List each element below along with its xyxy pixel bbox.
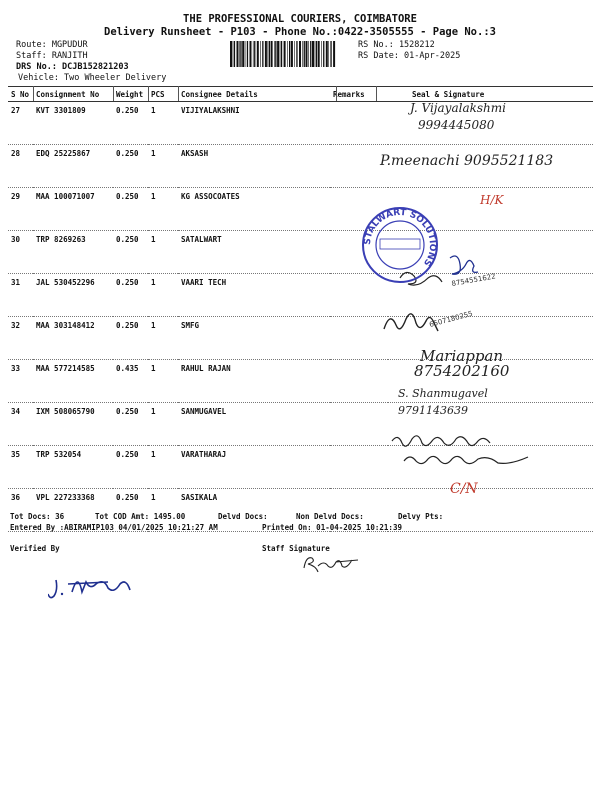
cell-remarks bbox=[330, 446, 388, 489]
cell-remarks bbox=[330, 403, 388, 446]
cell-consignment: TRP 532054 bbox=[33, 446, 113, 489]
handwriting-r33-phone: 8754202160 bbox=[414, 362, 510, 380]
cell-sno: 36 bbox=[8, 489, 33, 532]
col-consignee: Consignee Details bbox=[178, 87, 330, 102]
printed-on: Printed On: 01-04-2025 10:21:39 bbox=[262, 523, 402, 532]
col-sno: S No bbox=[8, 87, 33, 102]
table-row bbox=[8, 231, 593, 274]
cell-pcs: 1 bbox=[148, 489, 178, 532]
column-divider bbox=[178, 86, 179, 101]
cell-sno: 28 bbox=[8, 145, 33, 188]
cell-pcs: 1 bbox=[148, 188, 178, 231]
cell-sno: 31 bbox=[8, 274, 33, 317]
cell-consignment: EDQ 25225867 bbox=[33, 145, 113, 188]
cell-signature bbox=[388, 489, 593, 532]
entered-by: Entered By :ABIRAMIP103 04/01/2025 10:21:27 AM bbox=[10, 523, 218, 532]
svg-text:6507180255: 6507180255 bbox=[428, 309, 474, 329]
cell-consignment: TRP 8269263 bbox=[33, 231, 113, 274]
handwriting-r34-name: S. Shanmugavel bbox=[398, 387, 488, 400]
cell-weight: 0.250 bbox=[113, 102, 148, 145]
cell-pcs: 1 bbox=[148, 102, 178, 145]
cell-weight: 0.250 bbox=[113, 317, 148, 360]
cell-weight: 0.250 bbox=[113, 489, 148, 532]
cell-consignee: AKSASH bbox=[178, 145, 330, 188]
cell-sno: 30 bbox=[8, 231, 33, 274]
signature-r35 bbox=[388, 425, 578, 469]
verified-by-label: Verified By bbox=[10, 544, 60, 553]
col-seal-signature: Seal & Signature bbox=[388, 87, 593, 102]
drs-number: DRS No.: DCJB152821203 bbox=[16, 62, 129, 72]
cell-consignee: SANMUGAVEL bbox=[178, 403, 330, 446]
cell-consignee: RAHUL RAJAN bbox=[178, 360, 330, 403]
handwriting-r28: P.meenachi 9095521183 bbox=[380, 153, 554, 169]
route-label: Route: MGPUDUR bbox=[16, 40, 88, 50]
cell-pcs: 1 bbox=[148, 145, 178, 188]
cell-weight: 0.435 bbox=[113, 360, 148, 403]
col-remarks: Remarks bbox=[330, 87, 388, 102]
signature-r32 bbox=[380, 305, 500, 343]
handwriting-r36-mark: C/N bbox=[450, 481, 478, 497]
cell-consignee: KG ASSOCOATES bbox=[178, 188, 330, 231]
cell-consignment: IXM 508065790 bbox=[33, 403, 113, 446]
cell-consignee: VAARI TECH bbox=[178, 274, 330, 317]
cell-consignment: JAL 530452296 bbox=[33, 274, 113, 317]
cell-consignment: MAA 303148412 bbox=[33, 317, 113, 360]
rs-number: RS No.: 1528212 bbox=[358, 40, 435, 50]
svg-text:STALWART SOLUTIONS: STALWART SOLUTIONS bbox=[362, 207, 438, 268]
cell-weight: 0.250 bbox=[113, 403, 148, 446]
column-divider bbox=[376, 86, 377, 101]
barcode bbox=[230, 41, 338, 67]
non-delivered-docs: Non Delvd Docs: bbox=[296, 512, 364, 521]
cell-weight: 0.250 bbox=[113, 145, 148, 188]
table-header-row bbox=[8, 87, 593, 102]
cell-weight: 0.250 bbox=[113, 231, 148, 274]
cell-sno: 27 bbox=[8, 102, 33, 145]
company-title: THE PROFESSIONAL COURIERS, COIMBATORE bbox=[183, 13, 417, 25]
vehicle-label: Vehicle: Two Wheeler Delivery bbox=[18, 73, 167, 83]
cell-pcs: 1 bbox=[148, 274, 178, 317]
cell-consignee: SATALWART bbox=[178, 231, 330, 274]
column-divider bbox=[148, 86, 149, 101]
total-docs: Tot Docs: 36 bbox=[10, 512, 65, 521]
column-divider bbox=[113, 86, 114, 101]
cell-pcs: 1 bbox=[148, 446, 178, 489]
staff-signature bbox=[300, 552, 370, 574]
cell-sno: 34 bbox=[8, 403, 33, 446]
cell-remarks bbox=[330, 360, 388, 403]
cell-weight: 0.250 bbox=[113, 274, 148, 317]
runsheet-title: Delivery Runsheet - P103 - Phone No.:0422-3505555 - Page No.:3 bbox=[104, 26, 496, 38]
cell-consignment: VPL 227233368 bbox=[33, 489, 113, 532]
staff-label: Staff: RANJITH bbox=[16, 51, 88, 61]
handwriting-r27-phone: 9994445080 bbox=[418, 118, 495, 132]
handwriting-r27-name: J. Vijayalakshmi bbox=[410, 101, 506, 115]
cell-sno: 35 bbox=[8, 446, 33, 489]
cell-sno: 29 bbox=[8, 188, 33, 231]
handwriting-r33-name: Mariappan bbox=[420, 347, 504, 365]
handwriting-r34-phone: 9791143639 bbox=[398, 404, 468, 417]
column-divider bbox=[336, 86, 337, 101]
delivery-points: Delvy Pts: bbox=[398, 512, 444, 521]
svg-text:8754551622: 8754551622 bbox=[450, 272, 497, 288]
column-divider bbox=[33, 86, 34, 101]
table-row bbox=[8, 188, 593, 231]
cell-pcs: 1 bbox=[148, 317, 178, 360]
col-pcs: PCS bbox=[148, 87, 178, 102]
total-cod-amount: Tot COD Amt: 1495.00 bbox=[95, 512, 186, 521]
company-stamp bbox=[360, 205, 440, 285]
cell-consignee: SMFG bbox=[178, 317, 330, 360]
staff-signature-label: Staff Signature bbox=[262, 544, 330, 553]
cell-pcs: 1 bbox=[148, 403, 178, 446]
table-row bbox=[8, 317, 593, 360]
cell-remarks bbox=[330, 102, 388, 145]
handwriting-r29-mark: H/K bbox=[480, 193, 504, 207]
col-weight: Weight bbox=[113, 87, 148, 102]
cell-consignment: MAA 577214585 bbox=[33, 360, 113, 403]
cell-pcs: 1 bbox=[148, 360, 178, 403]
col-consignment: Consignment No bbox=[33, 87, 113, 102]
rs-date: RS Date: 01-Apr-2025 bbox=[358, 51, 461, 61]
cell-sno: 33 bbox=[8, 360, 33, 403]
cell-consignment: MAA 100071007 bbox=[33, 188, 113, 231]
delivered-docs: Delvd Docs: bbox=[218, 512, 268, 521]
cell-consignee: SASIKALA bbox=[178, 489, 330, 532]
cell-weight: 0.250 bbox=[113, 188, 148, 231]
cell-sno: 32 bbox=[8, 317, 33, 360]
cell-pcs: 1 bbox=[148, 231, 178, 274]
cell-consignee: VARATHARAJ bbox=[178, 446, 330, 489]
cell-consignment: KVT 3301809 bbox=[33, 102, 113, 145]
table-row bbox=[8, 274, 593, 317]
verified-signature bbox=[48, 566, 158, 606]
cell-consignee: VIJIYALAKSHNI bbox=[178, 102, 330, 145]
cell-weight: 0.250 bbox=[113, 446, 148, 489]
